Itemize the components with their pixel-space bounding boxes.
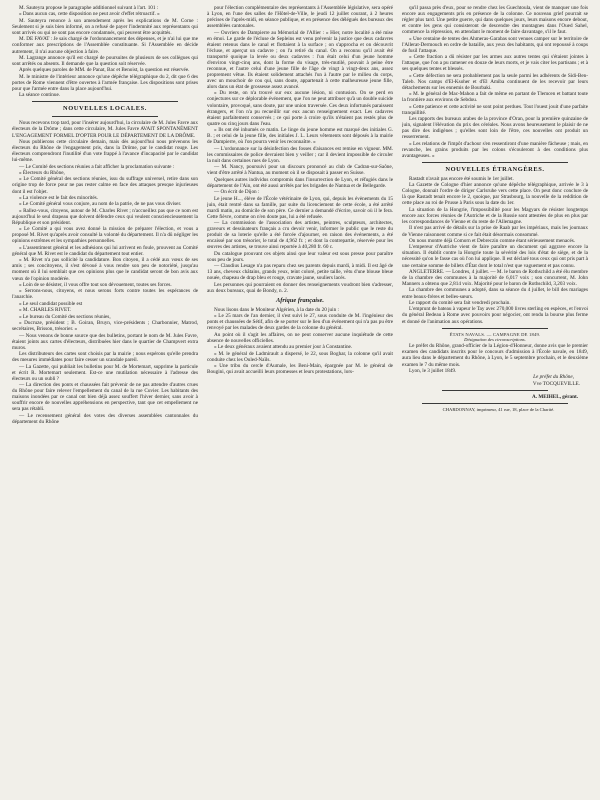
column-2: [207, 5, 393, 785]
paragraph: ANGLETERRE. — Londres, 4 juillet. — M. le baron de Rothschild a été élu membre de la chambre des communes à la majorité de 6,017 voix ; son concurrent, M. John Manners a obtenu que 2,814 voix. Majorité pour le baron de Rothschild, 3,203 voix.: [402, 268, 588, 288]
paragraph: — La commission de l'association des artistes, peintres, sculpteurs, architectes, graveurs et dessinateurs français a cru devoir venir, informer le public que le reste du produit de sa loterie qu'elle a été forcée d'ajourner, en raison des événements, a été encaissé par son trésorier, le total de 4,962 fr. ; et dont la contrepartie, réservée pour les œuvres des artistes, se trouve ainsi reportée à 40,280 fr. 60 c.: [207, 220, 393, 251]
paragraph: Les personnes qui pourraient en donner des renseignements voudront bien s'adresser, aux deux bureaux, quai de Bondy, n. 2.: [207, 281, 393, 294]
paragraph: pour l'élection complémentaire des représentants à l'Assemblée législative, sera opéré à Lyon, en l'une des salles de l'Hôtel-de-Ville, le jeudi 12 juillet courant, à 2 heures précises de l'après-midi, en séance publique, et en présence des délégués des bureaux des assemblées cantonales.: [207, 5, 393, 30]
heading-local-news: NOUVELLES LOCALES.: [63, 105, 147, 113]
notice-heading: ÉTATS NAVALS. — CAMPAGNE DE 1849.: [449, 331, 541, 337]
paragraph: « Le Comité a qui vous avez donné la mission de préparer l'élection, et vous a proposé M. Rivet qu'après avoir consulté la volonté du département. Il n'a dû négliger les opinions extrêmes et les sympathies personnelles.: [12, 226, 198, 245]
paragraph: « Le 25 mars de l'an dernier, il s'est suivi le 27, sous conduite de M. l'ingénieur des ponts et chaussées de Sétif, afin de se porter sur le lieu d'un événement qui n'a pas pu être renvoyé par les malades de deux gardes de la colonne du général.: [207, 313, 393, 332]
paragraph: « Le deux généraux avaient attendu au premier jour à Constantine.: [214, 344, 353, 351]
paragraph: Il n'est pas arrivé de détails sur la prise de Raab par les impériaux, mais les journaux de Vienne raisonnent comme si ce fait était désormais consommé.: [402, 225, 588, 238]
paragraph: La Gazette de Cologne d'hier annonce qu'une dépêche télégraphique, arrivée le 3 à Cologne, donnait l'ordre de diriger Carlsruhe vers cette place. On peut donc conclure de là que Rastadt tenait encore le 2, quoique, par Strasbourg, la nouvelle de la reddition de cette place au roi de Prusse à Paris sous la date du 1er.: [402, 182, 588, 207]
heading-french-africa: Afrique française.: [276, 296, 324, 304]
africa-news-section: [207, 307, 393, 375]
paragraph: « Du reste, on n'a trouvé sur eux aucune lésion, ni contusion. On se perd en conjectures sur ce déplorable événement, que l'on ne peut attribuer qu'à un double suicide volontaire, provoqué, sans doute, par une union traversée. Ces deux infortunés paraissent étrangers, et l'on n'a pu recueillir sur eux aucun renseignement exact. Les cadavres étaient parfaitement conservés ; ce qui porte à croire qu'ils n'étaient pas restés plus de quatre ou cinq jours dans l'eau.: [207, 90, 393, 127]
column-2-main-section: [207, 5, 393, 294]
paragraph: Du catalogue prouvant ces objets ainsi que leur valeur est sous presse pour paraître sous peu de jours.: [207, 250, 393, 263]
paragraph: « Le bureau du Comité des sections réunies,: [19, 313, 111, 320]
paragraph: « Cette fraction a dû résister par les armes aux autres tentes qui s'étaient jointes à l'attaque, que l'on a pu ramener en douze de leurs morts, et je vais citer les partisans ; et à ses quelques tentes et blessés.: [402, 54, 588, 73]
paragraph: « Ils ont été inhumés ce matin. Le linge du jeune homme est marqué des initiales G. B. ; et celui de la jeune fille, des initiales J. L. Leurs vêtements sont déposés à la mairie de Dampierre, où l'on pourra venir les reconnaître. »: [207, 127, 393, 146]
section-divider: [422, 403, 568, 404]
paragraph: « La violence est le fait des minorités.: [19, 194, 98, 201]
paragraph: « Les relations de l'impôt d'achour s'en ressentiront d'une manière fâcheuse ; mais, en revanche, les grains produits par les colons s'écouleront à des conditions plus avantageuses. »: [402, 140, 588, 159]
section-divider: [32, 101, 178, 102]
column-container: [12, 5, 588, 785]
signature-role: Le préfet du Rhône,: [533, 374, 574, 381]
paragraph: — M. Nancy, poursuivi pour un discours prononcé au club de Cadran-sur-Saône, vient d'être arrêté à Nantua, au moment où il se disposait à passer en Suisse.: [207, 164, 393, 177]
paragraph: Le rapport du comité sera fait vendredi prochain.: [409, 299, 511, 306]
paragraph: Nous recevons trop tard, pour l'insérer aujourd'hui, la circulaire de M. Jules Favre aux électeurs de la Drôme ; dans cette circulaire, M. Jules Favre AVAIT SPONTANÉMENT L'ENGAGEMENT FORMEL D'OPTER POUR LE DÉPARTEMENT DE LA DRÔME.: [12, 120, 198, 139]
paragraph: Rastadt n'avait pas encore été soumis le 1er juillet.: [409, 175, 514, 182]
paragraph: Les rapports des bureaux arabes de la province d'Oran, pour la première quinzaine de juin, signalent l'élévation du prix des céréales. Nous avons heureusement le plaisir de ne pas dire des indigènes ; qu'elles sont loin de l'être, ces nouvelles ont produit un resserrement.: [402, 116, 588, 141]
paragraph: On nous montre déjà Comorn et Debreczin comme étant sérieusement menacés.: [409, 237, 576, 244]
paragraph: — Le Comité des sections réunies a fait afficher la proclamation suivante :: [19, 163, 175, 170]
paragraph: « Le Comité général des sections réunies, issu du suffrage universel, retire dans son origine trop de force pour ne pas rester calme en face des attaques presque injurieuses dont il est l'objet.: [12, 176, 198, 195]
paragraph: « M. Rivet n'a pas sollicité la candidature. Bon citoyen, il a cédé aux vœux de ses amis ; ses concitoyens, il s'est dévoué à vous rendre son peu de notoriété, jusqu'au moment où il lui semblait que ces opinions plus que le candidat seront de bon avis aux vœux de l'opinion modérée.: [12, 257, 198, 282]
paragraph: Quelques autres individus compromis dans l'insurrection de Lyon, et réfugiés dans le département de l'Ain, ont été aussi arrêtés par les brigades de Nantua et de Bellegarde.: [207, 176, 393, 189]
paragraph: La chambre des communes a adopté, dans sa séance du 4 juillet, le bill des mariages entre beaux-frères et belles-sœurs.: [402, 287, 588, 300]
column-3: [402, 5, 588, 785]
foreign-news-section: [402, 176, 588, 325]
manager-signature: A. MEIHEL, gérant.: [532, 393, 578, 400]
paragraph: — La direction des ponts et chaussées fait prévenir de ne pas attendre d'autres crues du Rhône pour faire relever l'empellement du canal de la rue Cuvier. Les habitants des maisons inondées par ce canal ont bien déjà assez souffert l'hiver dernier, sans avoir à souffrir encore de nouvelles appréhensions en perspective, tant que cet empellement ne sera pas rétabli.: [12, 382, 198, 413]
paragraph: M. Sauteyra renonce à son amendement après les explications de M. Corne : Seulement si je suis bien informé, on a refusé de payer l'indemnité aux représentants qui sont arrivés ou qui ne sont pas encore condamnés, qui peuvent être acquittés.: [12, 17, 198, 36]
paragraph: « Dans aucun cas, cette disposition ne peut avoir d'effet rétroactif. »: [19, 11, 160, 18]
paragraph: — Claudius Lesage n'a pas reparu chez ses parents depuis mardi, à midi. Il est âgé de 13 ans, cheveux châtains, grands yeux, teint coloré, petite taille, vêtu d'une blouse bleue nouée, chapeau de drap bleu et rouge, cravate jaune, souliers lacés.: [207, 263, 393, 282]
column-3-main-section: [402, 5, 588, 159]
local-news-section: [12, 120, 198, 425]
paragraph: Le jeune H..., élève de l'École vétérinaire de Lyon, qui, depuis les évènements du 15 juin, était rentré dans sa famille, par suite du licenciement de cette école, a été arrêté mardi matin, au domicile de son père. Ce dernier a demandé d'écrire, savoir où il le fera. Cette fièvre, comme on n'en doute pas, lui a été refusée.: [207, 195, 393, 220]
column-1: [12, 5, 198, 785]
notice-subheading: Désignation des circonscriptions.: [464, 336, 526, 342]
paragraph: Après quelques paroles de MM. de Panat, Bac et Benoist, la question est réservée.: [19, 67, 190, 74]
paragraph: « Une tribu du cercle d'Aumale, les Beni-Main, épargnée par M. le général de Bougini, qui avait accueilli leurs promesses et leurs protestations, lors-: [207, 363, 393, 376]
heading-foreign-news: NOUVELLES ÉTRANGÈRES.: [445, 165, 545, 173]
paragraph: M. DE FAVAT : Je sais chargé de l'ordonnancement des dépenses, et je n'ai lui que me conformer aux prescriptions de l'Assemblée constituante. Si l'Assemblée en décide autrement, il n'ai aucune objection à faire.: [12, 36, 198, 55]
paragraph: M. Sauteyra propose le paragraphe additionnel suivant à l'art. 101 :: [19, 5, 159, 11]
paragraph: — Le recensement général des votes des diverses assemblées cantonnales du département du Rhône: [12, 412, 198, 425]
printer-imprint: CHARDONNAY, imprimeur, 41 rue, 18, place de la Charité.: [442, 406, 555, 412]
paragraph: — L'ordonnance sur la désinfection des fosses d'aisances est remise en vigueur. MM. les commissaires de police devraient bien y veiller ; car il devient impossible de circuler la nuit dans certaines rues de Lyon.: [207, 145, 393, 164]
signature-name: Vve TOCQUEVILLE.: [532, 380, 580, 387]
paragraph: Le préfet du Rhône, grand-officier de la Légion-d'Honneur, donne avis que le premier examen des candidats inscrits pour le concours d'admission à l'École navale, en 1849, aura lieu dans le département du Rhône, à Lyon, le 5 septembre prochain, et le deuxième examen le 7 du même mois.: [402, 343, 588, 368]
paragraph: Les distributeurs des cartes sont choisis par la mairie ; nous espérons qu'elle prendra des mesures immédiates pour faire cesser un scandale pareil.: [12, 351, 198, 364]
section-divider: [52, 116, 158, 117]
section-divider: [442, 328, 548, 329]
paragraph: « Le seul candidat possible est: [19, 300, 83, 307]
paragraph: « Serrons-nous, citoyens, et nous serons forts contre toutes les espérances de l'anarchie.: [12, 288, 198, 301]
paragraph: « M. le général de Mac-Mahon a fait de même en partant de Tlemcen et battant toute la frontière aux environs de Sebdou.: [402, 91, 588, 104]
section-divider: [422, 162, 568, 163]
paragraph: « Rallez-vous, citoyens, autour de M. Charles Rivet ; n'accueillez pas que ce nom est aujourd'hui le seul drapeau que doivent défendre ceux qui veulent consciencieusement la République et son président.: [12, 207, 198, 226]
paragraph: M. le ministre de l'intérieur annonce qu'une dépêche télégraphique du 2, dit que 6 des portes de Rome viennent d'être ouvertes à l'armée française. Les dispositions sont prises pour que l'armée entre dans la place aujourd'hui.: [12, 73, 198, 92]
paragraph: « Le Comité général vous conjure, au nom de la patrie, de ne pas vous diviser.: [19, 201, 182, 208]
paragraph: « Cette défection ne sera probablement pas la seule parmi les adhérents de Sidi-Ben-Taleb. Nos camps d'El-Ksoher et d'El Amiba continuent de les recevoir par leurs détachements sur les ennemis de Bourbaki.: [402, 72, 588, 91]
paragraph: M. Lagrange annonce qu'il est chargé de poursuites de plusieurs de ses collègues qui sont arrêtés ou absents. Il demande que la question soit réservée.: [12, 54, 198, 67]
paragraph: « Une centaine de tentes des Ahmeras-Garabas sont venues camper sur le territoire de l'Allerat-Dermouch en ordre de bataille, aux yeux des habitants, qui ont repoussé à coups de fusil l'attaque.: [402, 35, 588, 54]
notice-section: [402, 343, 588, 374]
paragraph: Au point où il s'agit les affaires, on ne peut conserver aucune inquiétude de cette absence de nouvelles officielles.: [207, 331, 393, 344]
paragraph: « M. le général de Ladmirault a dispersé, le 22, sous Boghar, la colonne qu'il avait conduite chez les Ouled-Naïls.: [207, 350, 393, 363]
section-divider: [442, 390, 548, 391]
paragraph: « Loin de se désister, il vous offre tout son dévouement, toutes ses forces.: [19, 281, 172, 288]
paragraph: — Nous venons de bonne source que des bulletins, portant le nom de M. Jules Favre, étaient joints aux cartes d'électeurs, distribuées hier dans le quartier de Champvert extra muros.: [12, 332, 198, 351]
paragraph: — La Gazette, qui publiait les bulletins pour M. de Mortemart, supprime la particule et écrit R. Mortemart seulement. Est-ce une mutilation nécessaire à l'adresse des électeurs ou un oubli ?: [12, 363, 198, 382]
paragraph: La séance continue.: [19, 92, 61, 99]
paragraph: « Électeurs du Rhône,: [19, 169, 65, 176]
paragraph: — On écrit de Dijon :: [214, 189, 260, 196]
column-1-top-section: [12, 5, 198, 98]
paragraph: L'empereur d'Autriche vient de faire paraître un document qui aggrave encore la situation. Il établit contre la Hongrie toute la sévérité des lois d'état de siège, et de la nécessité qu'on le fasse cas où l'on lui applique. Il est déclaré tous ceux qui ont pris part à une certaine somme de billets d'État dont le total n'est que vaguement et pas connu.: [402, 244, 588, 269]
paragraph: « Cette patience et cette activité ne sont point perdues. Tout l'ouest jouit d'une parfaite tranquillité.: [402, 103, 588, 116]
paragraph: — Ouvriers de Dampierre au Mémorial de l'Allier : « Hier, notre localité a été mise en émoi. Le garde de l'écluse de Sepleins est venu prévenir la justice que deux cadavres étaient retenus dans le canal et flottaient à la surface ; on s'approcha et on découvrit l'écluse, et aperçut un cadavre ; on l'a retiré du canal. On a reconnu qu'il avait été transporté quoique la levée ou deux cadavres : l'un était celui d'un jeune homme d'environ vingt-cinq ans, dont la forme du visage, très-mutilé, pouvait à peine être reconnue, et l'autre celui d'une jeune fille de l'âge de vingt à vingt-deux ans, assez proprement vêtue. Ils étaient solidement attachés l'un à l'autre par le milieu du corps, avec un mouchoir de cou qui, sans doute, appartenait à cette malheureuse jeune fille, alors dans un état de grossesse assez avancé.: [207, 29, 393, 90]
paragraph: « L'assentiment général et les adhésions qui lui arrivent en foule, prouvent au Comité général que M. Rivet est le candidat du département tout entier.: [12, 244, 198, 257]
paragraph: L'emprunt de bateau à vapeur le Tay avec 270,000 livres sterling en espèces, et l'envoi du général Bedeau à Rome avec pouvoirs pour négocier, ont rendu la bourse plus ferme et donné de l'animation aux opérations.: [402, 306, 588, 325]
paragraph: « Ducruze, président ; B. Goiran, Bruyn, vice-présidents ; Charbonnier, Matrod, secrétaires, Brisson, trésorier. »: [12, 320, 198, 333]
paragraph: La situation de la Hongrie, l'impossibilité pour les Magyars de résister longtemps encore aux forces réunies de l'Autriche et de la Russie sont attestées de plus en plus par les correspondances de Vienne et du reste de l'Allemagne.: [402, 206, 588, 226]
paragraph: Nous publierons cette circulaire demain, mais dès aujourd'hui nous prévenons les électeurs du Rhône de l'engagement pris, dans la Drôme, par le candidat rouge. Les électeurs comprendront l'inutilité d'un vote frappé à l'avance d'incapacité par le candidat lui-même.: [12, 138, 198, 164]
paragraph: qu'il passa près d'eux, pour se rendre chez les Guechtoula, vient de manquer une fois encore aux engagements pris en présence de la colonne. Ce nouveau grief pourrait se régler plus tard. Une petite guerre, qui dans quelques jours, leurs maisons encore debout, et contre les gens qui consisteront de descendre des montagnes dans l'Oued Sahel, commence la répression, en attendant le moment de faire davantage, s'il le faut.: [402, 5, 588, 36]
paragraph: « M. CHARLES RIVET.: [19, 307, 72, 314]
paragraph: Nous lisons dans le Moniteur Algérien, à la date du 20 juin :: [214, 306, 339, 313]
paragraph: Lyon, le 3 juillet 1849.: [409, 367, 457, 374]
